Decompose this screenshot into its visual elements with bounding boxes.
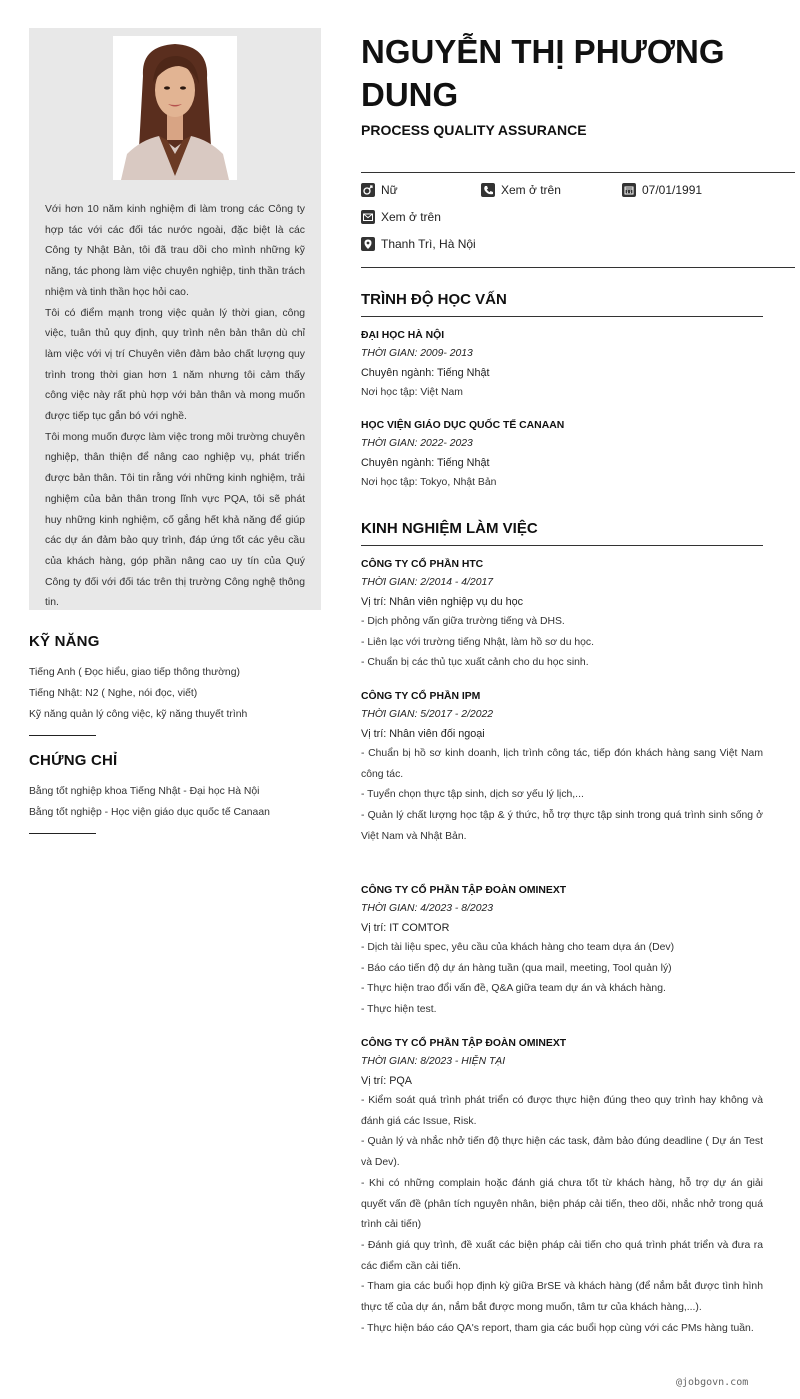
birthday-value: 07/01/1991 <box>642 183 703 197</box>
location-pin-icon <box>361 237 375 251</box>
education-time: THỜI GIAN: 2009- 2013 <box>361 348 473 359</box>
experience-entry <box>361 688 763 848</box>
experience-duty: - Dịch tài liệu spec, yêu cầu của khách hàng cho team dựa án (Dev) <box>361 942 675 953</box>
contact-birthday <box>622 183 702 197</box>
education-major: Chuyên ngành: Tiếng Nhật <box>361 457 490 469</box>
experience-position: Vị trí: Nhân viên đối ngoại <box>361 728 485 740</box>
certificate-item: Bằng tốt nghiệp khoa Tiếng Nhật - Đại học Hà Nội <box>29 786 260 797</box>
contact-phone <box>481 183 561 197</box>
company-name: CÔNG TY CỔ PHẦN HTC <box>361 559 484 570</box>
experience-position: Vị trí: PQA <box>361 1075 412 1087</box>
education-entry <box>361 417 763 494</box>
skill-item: Tiếng Nhật: N2 ( Nghe, nói đọc, viết) <box>29 688 198 699</box>
experience-duty: - Dịch phỏng vấn giữa trường tiếng và DHS. <box>361 616 565 627</box>
experience-duty: - Quản lý và nhắc nhở tiến độ thực hiện các task, đảm bảo đúng deadline ( Dự án Test và Dev). <box>361 1136 763 1169</box>
summary-paragraph: Với hơn 10 năm kinh nghiệm đi làm trong các Công ty hợp tác với các đối tác nước ngoài, đặc biệt là các Công ty Nhật Bản, tôi đã trau dồi cho mình những kỹ năng, tác phong làm việc chuyên nghiệp, tinh thần trách nhiệm và tinh thần học hỏi cao. <box>45 204 305 298</box>
gender-icon <box>361 183 375 197</box>
experience-entry <box>361 1035 763 1339</box>
school-name: HỌC VIỆN GIÁO DỤC QUỐC TẾ CANAAN <box>361 420 565 431</box>
education-title: TRÌNH ĐỘ HỌC VẤN <box>361 291 763 317</box>
education-section <box>361 291 763 317</box>
education-time: THỜI GIAN: 2022- 2023 <box>361 438 473 449</box>
section-divider <box>29 833 96 834</box>
experience-time: THỜI GIAN: 8/2023 - HIỆN TẠI <box>361 1056 506 1067</box>
contact-email <box>361 210 441 224</box>
experience-title: KINH NGHIỆM LÀM VIỆC <box>361 520 763 546</box>
phone-value: Xem ở trên <box>501 183 561 197</box>
contact-address <box>361 237 476 251</box>
profile-photo <box>113 36 237 180</box>
experience-entry <box>361 556 763 674</box>
certificates-title: CHỨNG CHỈ <box>29 752 118 769</box>
skills-list <box>29 662 321 725</box>
education-entry <box>361 327 763 404</box>
experience-duty: - Thực hiện báo cáo QA's report, tham gia các buổi họp cùng với các PMs hàng tuần. <box>361 1322 754 1334</box>
certificate-item: Bằng tốt nghiệp - Học viện giáo dục quốc tế Canaan <box>29 807 270 818</box>
experience-duty: - Báo cáo tiến độ dự án hàng tuần (qua mail, meeting, Tool quản lý) <box>361 962 672 974</box>
company-name: CÔNG TY CỔ PHẦN TẬP ĐOÀN OMINEXT <box>361 1038 567 1049</box>
contact-gender <box>361 183 398 197</box>
profile-panel <box>29 28 321 610</box>
education-place: Nơi học tập: Việt Nam <box>361 387 463 398</box>
company-name: CÔNG TY CỔ PHẦN TẬP ĐOÀN OMINEXT <box>361 885 567 896</box>
certificates-section <box>29 752 321 834</box>
experience-duty: - Thực hiện test. <box>361 1004 437 1016</box>
calendar-icon <box>622 183 636 197</box>
education-place: Nơi học tập: Tokyo, Nhật Bản <box>361 477 497 488</box>
skill-item: Kỹ năng quản lý công việc, kỹ năng thuyết trình <box>29 709 248 720</box>
experience-duty: - Tham gia các buổi họp định kỳ giữa BrSE và khách hàng (để nắm bắt được tình hình thực tế của dự án, nắm bắt được mong muốn, tâm tư của khách hàng,...). <box>361 1281 763 1314</box>
summary-paragraph: Tôi mong muốn được làm việc trong môi trường chuyên nghiệp, thân thiện để nâng cao nghiệp vụ, phát triển được bản thân. Tôi tin rằng với những kinh nghiệm, trải nghiệm của bản thân trong lĩnh vực PQA, tôi sẽ phát huy những kinh nghiệm, cố gắng hết khả năng để giúp các dự án đảm bảo quy trình, đáp ứng tốt các yêu cầu của khách hàng, góp phần nâng cao uy tín của Quý Công ty đối với đối tác trên thị trường Công nghệ thông tin. <box>45 431 305 609</box>
experience-time: THỜI GIAN: 4/2023 - 8/2023 <box>361 903 494 914</box>
section-divider <box>29 735 96 736</box>
experience-duty: - Khi có những complain hoặc đánh giá chưa tốt từ khách hàng, hỗ trợ dự án giải quyết vấn đề (phân tích nguyên nhân, biện pháp cải tiến, theo dõi, nhắc nhở trong quá trình cải tiến) <box>361 1177 763 1231</box>
summary-paragraph: Tôi có điểm mạnh trong việc quản lý thời gian, công việc, tuân thủ quy định, quy trình nên bản thân dù chỉ làm việc với vị trí Chuyên viên đảm bảo chất lượng quy trình trong thời gian hơn 1 năm nhưng tôi cảm thấy công việc này rất phù hợp với bản thân và mong muốn được tiếp tục gắn bó với nghề. <box>45 307 305 423</box>
experience-duty: - Đánh giá quy trình, đề xuất các biện pháp cải tiến cho quá trình phát triển và đưa ra các điểm cần cải tiến. <box>361 1239 763 1272</box>
skill-item: Tiếng Anh ( Đọc hiểu, giao tiếp thông thường) <box>29 667 240 678</box>
candidate-role: PROCESS QUALITY ASSURANCE <box>361 122 587 138</box>
phone-icon <box>481 183 495 197</box>
experience-duty: - Tuyển chọn thực tập sinh, dịch sơ yếu lý lịch,... <box>361 789 584 801</box>
experience-section <box>361 520 763 546</box>
candidate-name: NGUYỄN THỊ PHƯƠNG DUNG <box>361 33 725 113</box>
education-major: Chuyên ngành: Tiếng Nhật <box>361 367 490 379</box>
experience-time: THỜI GIAN: 5/2017 - 2/2022 <box>361 709 494 720</box>
experience-duty: - Kiểm soát quá trình phát triển có được thực hiện đúng theo quy trình hay không và đánh giá các Issue, Risk. <box>361 1095 763 1127</box>
portrait-image <box>113 36 237 180</box>
experience-duty: - Thực hiện trao đổi vấn đề, Q&A giữa team dự án và khách hàng. <box>361 983 666 995</box>
header-divider <box>361 172 795 173</box>
watermark: @jobgovn.com <box>676 1377 749 1388</box>
company-name: CÔNG TY CỔ PHẦN IPM <box>361 691 481 702</box>
experience-duty: - Quản lý chất lượng học tập & ý thức, hỗ trợ thực tập sinh trong quá trình sinh sống ở Việt Nam và Nhật Bản. <box>361 810 763 842</box>
experience-position: Vị trí: Nhân viên nghiệp vụ du học <box>361 596 524 608</box>
gender-value: Nữ <box>381 183 398 197</box>
experience-entry <box>361 882 763 1021</box>
profile-summary <box>45 200 305 614</box>
experience-duty: - Chuẩn bị hồ sơ kinh doanh, lịch trình công tác, tiếp đón khách hàng sang Việt Nam công tác. <box>361 748 763 780</box>
experience-duty: - Chuẩn bị các thủ tục xuất cảnh cho du học sinh. <box>361 657 589 669</box>
contact-divider <box>361 267 795 268</box>
address-value: Thanh Trì, Hà Nội <box>381 237 476 251</box>
skills-section <box>29 633 321 736</box>
experience-position: Vị trí: IT COMTOR <box>361 922 450 934</box>
experience-time: THỜI GIAN: 2/2014 - 4/2017 <box>361 577 494 588</box>
school-name: ĐẠI HỌC HÀ NỘI <box>361 330 445 341</box>
skills-title: KỸ NĂNG <box>29 633 100 650</box>
email-value: Xem ở trên <box>381 210 441 224</box>
mail-icon <box>361 210 375 224</box>
certificates-list <box>29 781 321 823</box>
experience-duty: - Liên lạc với trường tiếng Nhật, làm hồ sơ du học. <box>361 636 595 648</box>
